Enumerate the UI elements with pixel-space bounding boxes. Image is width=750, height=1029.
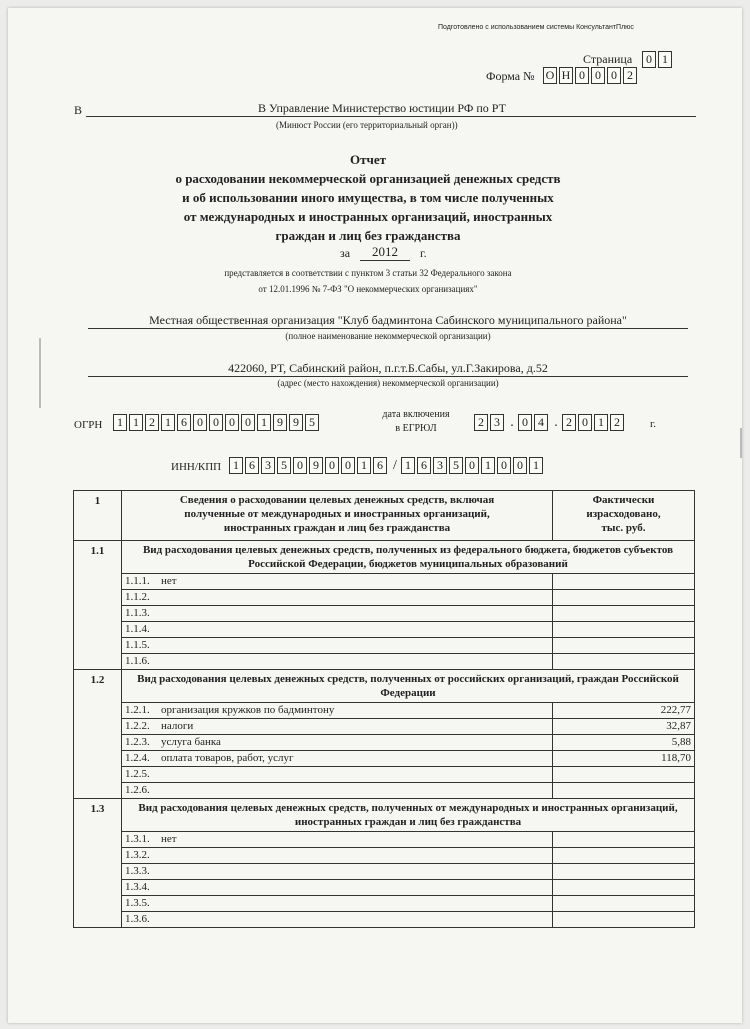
egrul-month-box: 0 <box>518 414 532 431</box>
row-amount <box>553 832 695 848</box>
ogrn-digit-box: 1 <box>129 414 143 431</box>
inn-boxes <box>229 457 389 474</box>
to-prefix: В <box>74 103 83 117</box>
row-description <box>122 622 553 638</box>
ogrn-boxes <box>113 414 321 431</box>
header-note: Подготовлено с использованием системы КонсультантПлюс <box>438 24 634 31</box>
date-dot: . <box>554 415 558 430</box>
row-code: 1.1.6. <box>125 655 150 667</box>
section-title: Вид расходования целевых денежных средств, полученных от международных и иностранных организаций, иностранных граждан и лиц без гражданства <box>122 799 695 832</box>
egrul-day-box: 3 <box>490 414 504 431</box>
egrul-day-box: 2 <box>474 414 488 431</box>
row-description <box>122 864 553 880</box>
org-name-line <box>88 328 688 329</box>
row-description <box>122 880 553 896</box>
recipient: В Управление Министерство юстиции РФ по РТ <box>258 101 506 115</box>
inn-digit-box: 1 <box>357 457 371 474</box>
page-digit-box: 1 <box>658 51 672 68</box>
form-digit-box: О <box>543 67 557 84</box>
ogrn-label: ОГРН <box>74 419 103 431</box>
ogrn-digit-box: 1 <box>257 414 271 431</box>
org-name: Местная общественная организация "Клуб бадминтона Сабинского муниципального района" <box>149 313 627 327</box>
section-header-row <box>74 670 695 703</box>
row-code: 1.3.3. <box>125 865 150 877</box>
ogrn-digit-box: 1 <box>161 414 175 431</box>
inn-kpp-slash: / <box>393 458 397 473</box>
row-description <box>122 638 553 654</box>
kpp-boxes <box>401 457 545 474</box>
page-number-boxes <box>642 51 674 68</box>
section-header-row <box>74 799 695 832</box>
year-value: 2012 <box>360 244 410 261</box>
table-row <box>74 622 695 638</box>
row-description <box>122 848 553 864</box>
ogrn-digit-box: 9 <box>273 414 287 431</box>
table-row <box>74 767 695 783</box>
row-code: 1.1.1. <box>125 575 150 587</box>
row-description <box>122 735 553 751</box>
table-row <box>74 719 695 735</box>
header-amount: Фактически израсходовано, тыс. руб. <box>553 491 695 541</box>
row-code: 1.1.2. <box>125 591 150 603</box>
title-line-2: о расходовании некоммерческой организацией денежных средств <box>175 171 561 186</box>
section-num: 1.1 <box>74 541 122 670</box>
ogrn-digit-box: 0 <box>225 414 239 431</box>
row-code: 1.2.3. <box>125 736 150 748</box>
row-description <box>122 832 553 848</box>
ogrn-digit-box: 9 <box>289 414 303 431</box>
row-amount <box>553 864 695 880</box>
table-row <box>74 896 695 912</box>
row-code: 1.2.1. <box>125 704 150 716</box>
row-text: организация кружков по бадминтону <box>161 704 335 716</box>
kpp-digit-box: 6 <box>417 457 431 474</box>
form-digit-box: 0 <box>607 67 621 84</box>
law-line-2: от 12.01.1996 № 7-ФЗ "О некоммерческих организациях" <box>258 284 478 294</box>
kpp-digit-box: 5 <box>449 457 463 474</box>
ogrn-digit-box: 0 <box>193 414 207 431</box>
table-row <box>74 606 695 622</box>
table-row <box>74 751 695 767</box>
title-line-3: и об использовании иного имущества, в том числе полученных <box>182 190 554 205</box>
inn-digit-box: 0 <box>325 457 339 474</box>
row-amount: 222,77 <box>553 703 695 719</box>
ogrn-digit-box: 0 <box>209 414 223 431</box>
table-row <box>74 912 695 928</box>
egrul-label-1: дата включения <box>382 409 450 420</box>
table-row <box>74 735 695 751</box>
row-amount: 32,87 <box>553 719 695 735</box>
expenses-table <box>73 490 695 928</box>
inn-digit-box: 9 <box>309 457 323 474</box>
egrul-suffix: г. <box>650 418 657 430</box>
row-amount: 5,88 <box>553 735 695 751</box>
row-code: 1.3.2. <box>125 849 150 861</box>
recipient-line <box>86 116 696 117</box>
page-digit-box: 0 <box>642 51 656 68</box>
row-code: 1.1.4. <box>125 623 150 635</box>
row-code: 1.2.6. <box>125 784 150 796</box>
title-line-5: граждан и лиц без гражданства <box>275 228 461 243</box>
table-row <box>74 832 695 848</box>
inn-digit-box: 0 <box>293 457 307 474</box>
section-num: 1.2 <box>74 670 122 799</box>
egrul-date-boxes <box>474 414 626 431</box>
report-title <box>108 150 628 245</box>
row-description <box>122 703 553 719</box>
binder-mark-right <box>740 428 742 458</box>
row-amount <box>553 638 695 654</box>
table-row <box>74 783 695 799</box>
recipient-caption: (Минюст России (его территориальный орган)) <box>276 120 458 130</box>
row-text: оплата товаров, работ, услуг <box>161 752 294 764</box>
inn-digit-box: 6 <box>373 457 387 474</box>
row-code: 1.3.6. <box>125 913 150 925</box>
egrul-day <box>474 414 506 431</box>
row-code: 1.3.4. <box>125 881 150 893</box>
inn-digit-box: 5 <box>277 457 291 474</box>
inn-digit-box: 3 <box>261 457 275 474</box>
row-text: услуга банка <box>161 736 221 748</box>
row-amount <box>553 783 695 799</box>
document-page <box>8 8 742 1023</box>
date-dot: . <box>510 415 514 430</box>
egrul-year-box: 0 <box>578 414 592 431</box>
row-amount <box>553 896 695 912</box>
row-text: налоги <box>161 720 194 732</box>
table-row <box>74 638 695 654</box>
kpp-digit-box: 1 <box>529 457 543 474</box>
row-amount <box>553 767 695 783</box>
ogrn-digit-box: 5 <box>305 414 319 431</box>
table-row <box>74 574 695 590</box>
egrul-year <box>562 414 626 431</box>
form-label: Форма № <box>486 69 535 83</box>
row-code: 1.2.5. <box>125 768 150 780</box>
row-code: 1.1.3. <box>125 607 150 619</box>
form-digit-box: 0 <box>591 67 605 84</box>
section-title: Вид расходования целевых денежных средств, полученных от российских организаций, граждан Российской Федерации <box>122 670 695 703</box>
egrul-month <box>518 414 550 431</box>
row-description <box>122 751 553 767</box>
row-amount <box>553 574 695 590</box>
ogrn-digit-box: 1 <box>113 414 127 431</box>
inn-digit-box: 1 <box>229 457 243 474</box>
row-code: 1.1.5. <box>125 639 150 651</box>
row-amount <box>553 590 695 606</box>
title-line-1: Отчет <box>350 152 386 167</box>
inn-kpp-boxes <box>229 457 545 474</box>
form-number-boxes <box>543 67 639 84</box>
form-digit-box: 0 <box>575 67 589 84</box>
title-line-4: от международных и иностранных организаций, иностранных <box>183 209 553 224</box>
row-amount <box>553 912 695 928</box>
row-description <box>122 574 553 590</box>
table-row <box>74 590 695 606</box>
section-title: Вид расходования целевых денежных средств, полученных из федерального бюджета, бюджетов субъектов Российской Федерации, бюджетов муниципальных образований <box>122 541 695 574</box>
row-amount <box>553 622 695 638</box>
row-amount <box>553 880 695 896</box>
row-description <box>122 590 553 606</box>
year-suffix: г. <box>420 246 427 260</box>
form-digit-box: 2 <box>623 67 637 84</box>
row-code: 1.3.1. <box>125 833 150 845</box>
row-amount <box>553 654 695 670</box>
row-description <box>122 606 553 622</box>
row-code: 1.3.5. <box>125 897 150 909</box>
kpp-digit-box: 0 <box>513 457 527 474</box>
row-amount <box>553 606 695 622</box>
inn-kpp-label: ИНН/КПП <box>171 461 222 473</box>
kpp-digit-box: 0 <box>497 457 511 474</box>
table-row <box>74 703 695 719</box>
row-description <box>122 767 553 783</box>
address-caption: (адрес (место нахождения) некоммерческой организации) <box>277 378 499 388</box>
row-text: нет <box>161 575 177 587</box>
header-num: 1 <box>74 491 122 541</box>
ogrn-digit-box: 2 <box>145 414 159 431</box>
egrul-year-box: 2 <box>562 414 576 431</box>
row-description <box>122 896 553 912</box>
inn-digit-box: 0 <box>341 457 355 474</box>
binder-mark <box>39 338 41 408</box>
form-digit-box: Н <box>559 67 573 84</box>
kpp-digit-box: 1 <box>401 457 415 474</box>
table-header-row <box>74 491 695 541</box>
row-description <box>122 654 553 670</box>
kpp-digit-box: 0 <box>465 457 479 474</box>
org-address: 422060, РТ, Сабинский район, п.г.т.Б.Сабы, ул.Г.Закирова, д.52 <box>228 361 548 375</box>
egrul-year-box: 2 <box>610 414 624 431</box>
page-label: Страница <box>583 52 633 66</box>
row-code: 1.2.2. <box>125 720 150 732</box>
section-header-row <box>74 541 695 574</box>
header-description: Сведения о расходовании целевых денежных средств, включая полученные от международных и иностранных организаций, иностранных граждан и лиц без гражданства <box>122 491 553 541</box>
row-code: 1.2.4. <box>125 752 150 764</box>
egrul-month-box: 4 <box>534 414 548 431</box>
address-line <box>88 376 688 377</box>
inn-digit-box: 6 <box>245 457 259 474</box>
row-text: нет <box>161 833 177 845</box>
ogrn-digit-box: 6 <box>177 414 191 431</box>
table-row <box>74 654 695 670</box>
row-description <box>122 912 553 928</box>
ogrn-digit-box: 0 <box>241 414 255 431</box>
egrul-label-2: в ЕГРЮЛ <box>395 423 437 434</box>
row-amount <box>553 848 695 864</box>
law-line-1: представляется в соответствии с пунктом 3 статьи 32 Федерального закона <box>224 268 512 278</box>
table-row <box>74 864 695 880</box>
org-name-caption: (полное наименование некоммерческой организации) <box>285 331 491 341</box>
table-row <box>74 848 695 864</box>
kpp-digit-box: 3 <box>433 457 447 474</box>
section-num: 1.3 <box>74 799 122 928</box>
row-description <box>122 719 553 735</box>
row-amount: 118,70 <box>553 751 695 767</box>
kpp-digit-box: 1 <box>481 457 495 474</box>
year-prefix: за <box>340 246 351 260</box>
row-description <box>122 783 553 799</box>
table-row <box>74 880 695 896</box>
egrul-label <box>376 408 456 436</box>
egrul-year-box: 1 <box>594 414 608 431</box>
